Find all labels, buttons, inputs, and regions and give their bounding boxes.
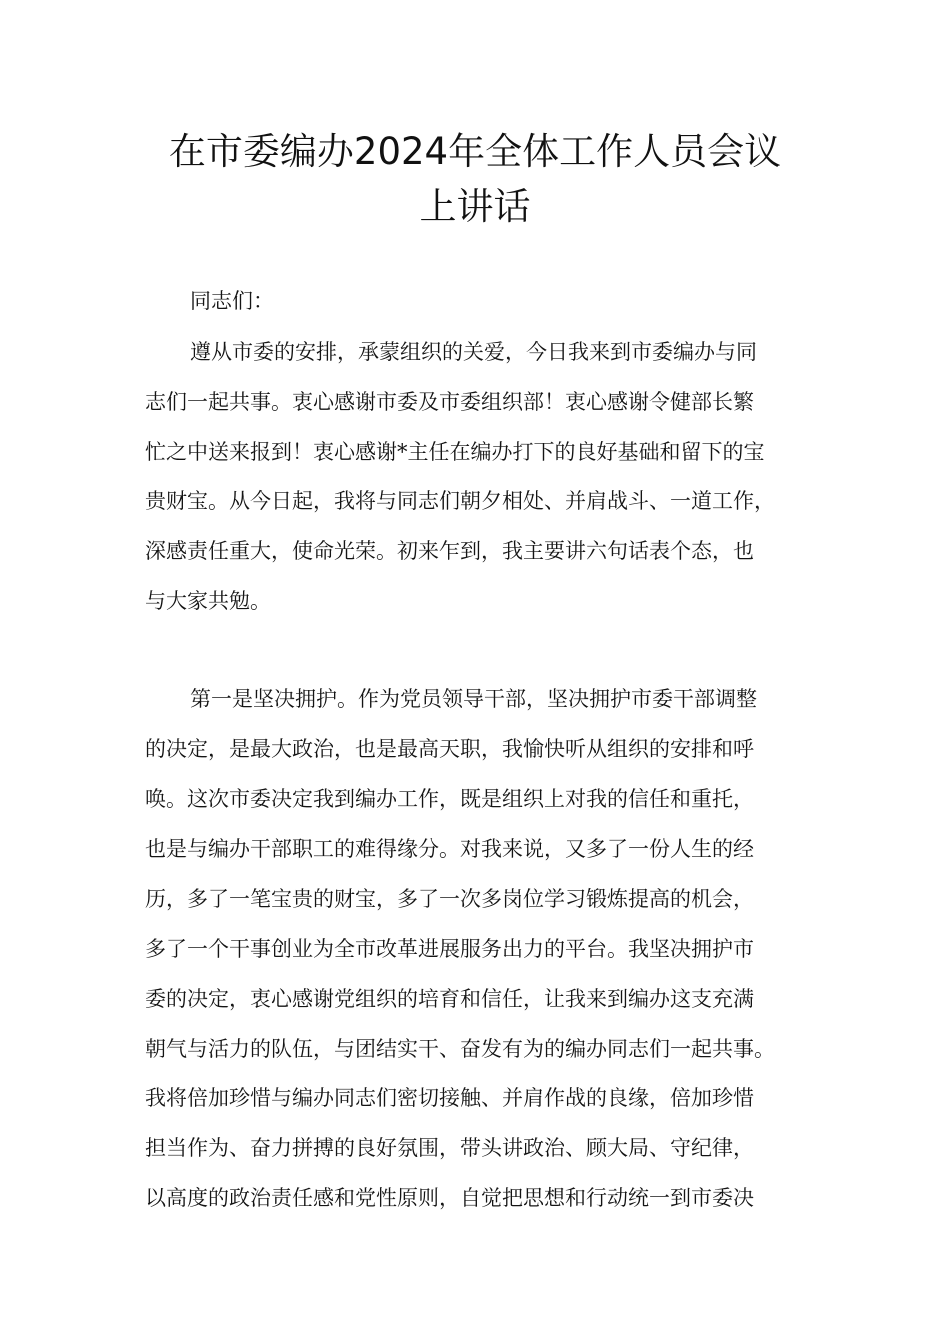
paragraph-line: 我将倍加珍惜与编办同志们密切接触、并肩作战的良缘，倍加珍惜 (145, 1086, 754, 1110)
paragraph-line: 也是与编办干部职工的难得缘分。对我来说，又多了一份人生的经 (145, 837, 754, 861)
paragraph-line: 唤。这次市委决定我到编办工作，既是组织上对我的信任和重托， (145, 787, 754, 811)
paragraph-line: 的决定，是最大政治，也是最高天职，我愉快听从组织的安排和呼 (145, 737, 754, 761)
paragraph-line: 以高度的政治责任感和党性原则，自觉把思想和行动统一到市委决 (145, 1186, 754, 1210)
salutation: 同志们： (190, 289, 274, 313)
paragraph-line: 贵财宝。从今日起，我将与同志们朝夕相处、并肩战斗、一道工作， (145, 489, 775, 513)
paragraph-line: 遵从市委的安排，承蒙组织的关爱，今日我来到市委编办与同 (190, 340, 757, 364)
paragraph-line: 深感责任重大，使命光荣。初来乍到，我主要讲六句话表个态，也 (145, 539, 754, 563)
paragraph-line: 忙之中送来报到！衷心感谢*主任在编办打下的良好基础和留下的宝 (145, 440, 765, 464)
paragraph-line: 朝气与活力的队伍，与团结实干、奋发有为的编办同志们一起共事。 (145, 1037, 775, 1061)
paragraph-line: 担当作为、奋力拼搏的良好氛围，带头讲政治、顾大局、守纪律， (145, 1136, 754, 1160)
paragraph-line: 志们一起共事。衷心感谢市委及市委组织部！衷心感谢令健部长繁 (145, 390, 754, 414)
document-title-line-1: 在市委编办2024年全体工作人员会议 (168, 130, 782, 173)
paragraph-line: 与大家共勉。 (145, 589, 271, 613)
document-title-line-2: 上讲话 (419, 185, 531, 228)
paragraph-line: 历，多了一笔宝贵的财宝，多了一次多岗位学习锻炼提高的机会， (145, 887, 754, 911)
paragraph-line: 多了一个干事创业为全市改革进展服务出力的平台。我坚决拥护市 (145, 937, 754, 961)
paragraph-line: 委的决定，衷心感谢党组织的培育和信任，让我来到编办这支充满 (145, 987, 754, 1011)
paragraph-line: 第一是坚决拥护。作为党员领导干部，坚决拥护市委干部调整 (190, 687, 757, 711)
